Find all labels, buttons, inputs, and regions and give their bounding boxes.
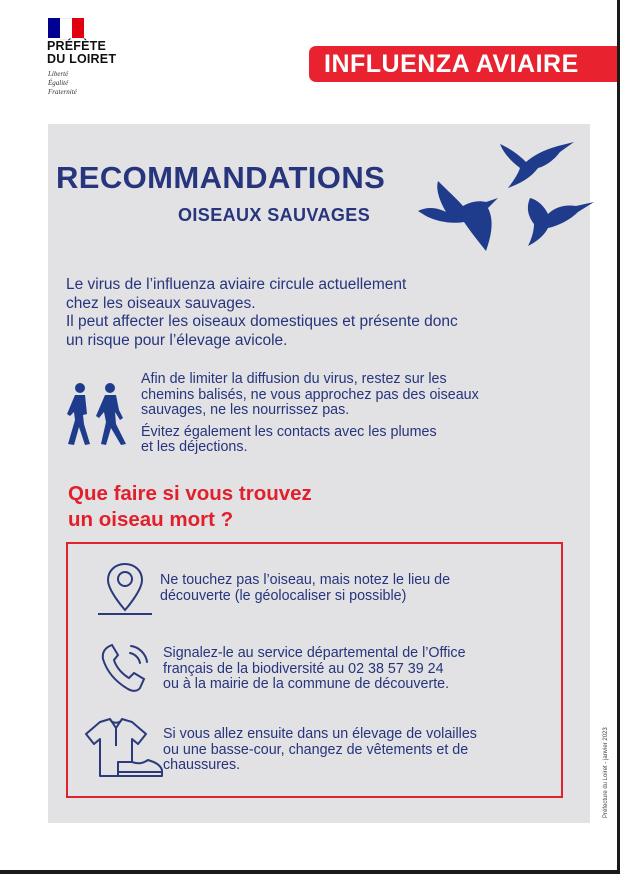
page-edge-bottom	[0, 870, 620, 874]
question-line: un oiseau mort ?	[68, 508, 234, 531]
advice-line: Afin de limiter la diffusion du virus, restez sur les	[141, 371, 447, 387]
clothes-shoe-icon	[78, 716, 164, 782]
step-line: Si vous allez ensuite dans un élevage de volailles	[163, 726, 477, 742]
step-line: découverte (le géolocaliser si possible)	[160, 587, 407, 604]
intro-line: chez les oiseaux sauvages.	[66, 294, 256, 312]
step-line: français de la biodiversité au 02 38 57 39 24	[163, 660, 444, 677]
step-line: ou une basse-cour, changez de vêtements et de	[163, 741, 469, 758]
question-line: Que faire si vous trouvez	[68, 482, 312, 505]
advice-line: sauvages, ne les nourrissez pas.	[141, 402, 350, 418]
step-line: chaussures.	[163, 757, 241, 773]
advice-line: Évitez également les contacts avec les plumes	[141, 423, 437, 440]
intro-line: Le virus de l’influenza aviaire circule actuellement	[66, 276, 407, 293]
credit-line: Préfecture du Loiret - janvier 2023	[603, 727, 609, 818]
step-line: ou à la mairie de la commune de découverte.	[163, 676, 450, 692]
dead-bird-question	[68, 481, 312, 533]
birds-illustration-icon	[408, 136, 598, 266]
step-change-clothes	[163, 727, 477, 774]
step-line: Ne touchez pas l’oiseau, mais notez le lieu de	[160, 572, 451, 588]
republic-motto	[48, 70, 77, 97]
step-report	[163, 646, 466, 693]
intro-line: un risque pour l’élevage avicole.	[66, 331, 288, 349]
page-title: RECOMMANDATIONS	[56, 160, 386, 195]
hikers-icon	[66, 382, 132, 446]
location-pin-icon	[96, 560, 154, 618]
motto-fraternite: Fraternité	[48, 88, 77, 96]
advice-text	[141, 372, 551, 456]
advice-line: chemins balisés, ne vous approchez pas des oiseaux	[141, 386, 479, 403]
motto-liberte: Liberté	[48, 70, 69, 78]
intro-line: Il peut affecter les oiseaux domestiques et présente donc	[66, 313, 458, 330]
prefecture-line-2: DU LOIRET	[47, 52, 117, 66]
phone-icon	[100, 641, 152, 695]
motto-egalite: Égalité	[48, 79, 69, 87]
step-note-location	[160, 573, 450, 604]
page-subtitle: OISEAUX SAUVAGES	[178, 205, 371, 225]
title-banner: INFLUENZA AVIAIRE	[309, 46, 617, 82]
step-line: Signalez-le au service départemental de l’Office	[163, 645, 466, 661]
prefecture-name	[47, 40, 116, 66]
intro-paragraph	[66, 276, 546, 350]
advice-line: et les déjections.	[141, 439, 248, 455]
marianne-flag-logo	[48, 18, 84, 38]
prefecture-line-1: PRÉFÈTE	[47, 39, 107, 53]
